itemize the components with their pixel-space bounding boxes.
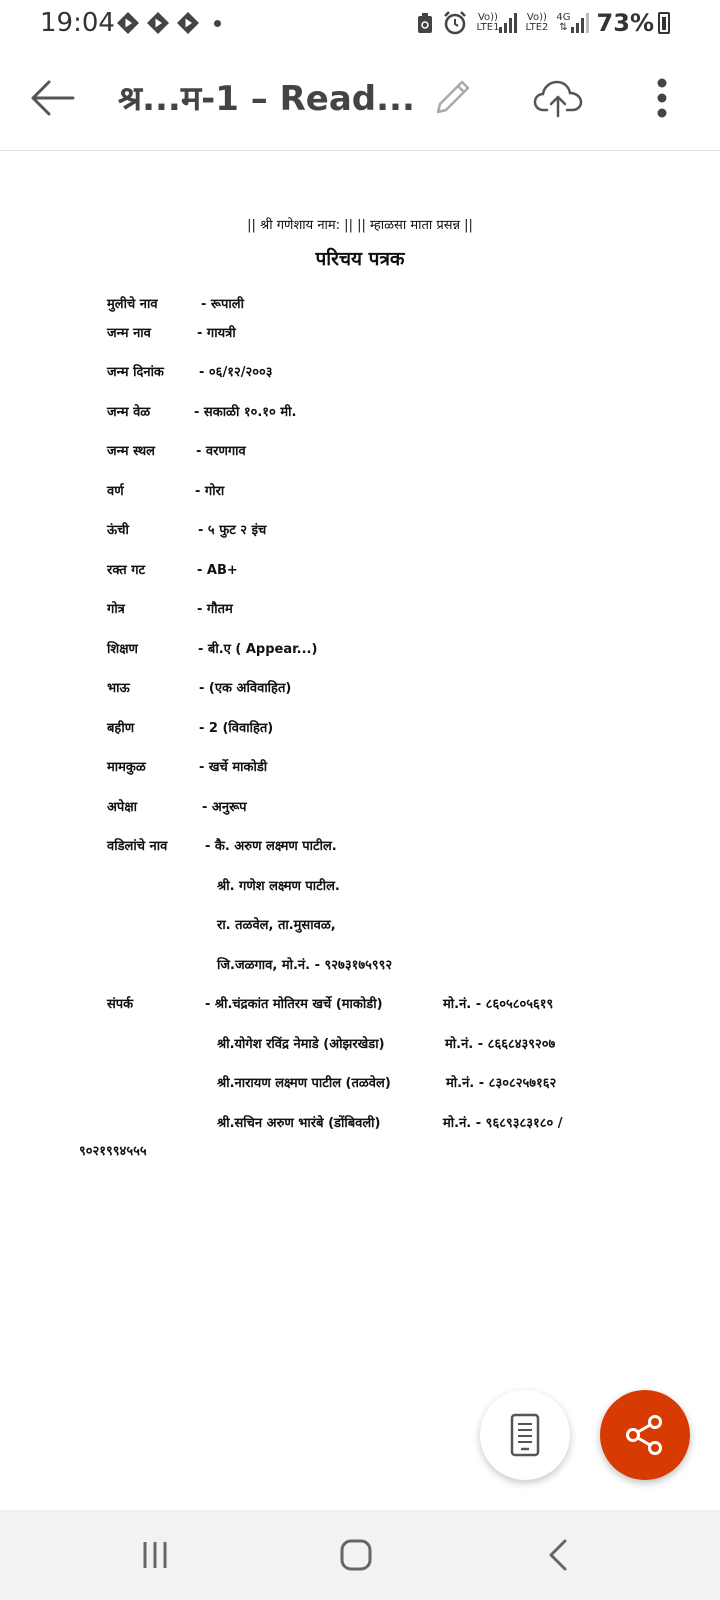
edit-button[interactable] xyxy=(424,72,480,124)
contact-phone: मो.नं. - ८६०५८०५६१९ xyxy=(443,997,554,1012)
field-value: - कै. अरुण लक्ष्मण पाटील. xyxy=(205,839,337,854)
field-label: रक्त गट xyxy=(107,563,146,578)
cloud-upload-icon xyxy=(533,78,583,118)
field-row xyxy=(107,797,247,815)
field-value: - (एक अविवाहित) xyxy=(199,681,292,696)
field-label: वर्ण xyxy=(107,484,124,499)
field-row xyxy=(107,481,224,499)
pencil-icon xyxy=(430,76,474,120)
field-row xyxy=(107,294,244,312)
reading-view-button[interactable] xyxy=(480,1390,570,1480)
field-value: - गौतम xyxy=(197,602,233,617)
sim1-signal: Vo)) LTE1 xyxy=(476,13,517,33)
field-label: भाऊ xyxy=(107,681,130,696)
battery-icon xyxy=(658,12,670,34)
signal-icon xyxy=(571,13,589,33)
share-icon xyxy=(623,1413,667,1457)
back-nav-button[interactable] xyxy=(528,1530,588,1580)
contact-phone: मो.नं. - ८३०८२५७१६२ xyxy=(446,1076,557,1091)
status-bar xyxy=(0,0,720,46)
field-row xyxy=(107,520,266,538)
chevron-left-icon xyxy=(547,1538,569,1572)
signal-icon xyxy=(499,13,517,33)
battery-percent: 73% xyxy=(596,9,654,37)
play-notification-icon xyxy=(176,11,200,35)
field-label: अपेक्षा xyxy=(107,800,138,815)
network1-label: LTE1 xyxy=(476,22,500,33)
status-right xyxy=(408,8,670,38)
play-notification-icon xyxy=(146,11,170,35)
phone-document-icon xyxy=(508,1413,542,1457)
play-notification-icon xyxy=(116,11,140,35)
contact-overflow-phone: ९०२१९९४५५५ xyxy=(79,1144,147,1159)
father-address-line: श्री. गणेश लक्ष्मण पाटील. xyxy=(217,879,340,894)
home-icon xyxy=(339,1538,373,1572)
document-title: श्र...म-1 – Read... xyxy=(118,79,415,119)
document-page[interactable] xyxy=(0,151,720,1510)
field-row xyxy=(107,362,273,380)
more-vertical-icon xyxy=(656,78,668,118)
document-heading: परिचय पत्रक xyxy=(315,248,405,270)
field-value: - AB+ xyxy=(197,563,238,578)
field-value: - खर्चे माकोडी xyxy=(199,760,268,775)
sim2-signal: Vo)) LTE2 xyxy=(525,12,549,33)
field-value: - ५ फुट २ इंच xyxy=(198,523,267,538)
alarm-icon xyxy=(442,10,468,36)
contact-name: श्री.सचिन अरुण भारंबे (डोंबिवली) xyxy=(217,1116,381,1131)
recent-apps-button[interactable] xyxy=(125,1530,185,1580)
arrow-left-icon xyxy=(29,80,75,116)
field-label: जन्म नाव xyxy=(107,326,151,341)
contact-name: श्री.नारायण लक्ष्मण पाटील (तळवेल) xyxy=(217,1076,391,1091)
contact-phone: मो.नं. - ९६८९३८३१८० / xyxy=(443,1116,563,1131)
field-value: - 2 (विवाहित) xyxy=(199,721,274,736)
field-value: - गोरा xyxy=(195,484,225,499)
field-value: - बी.ए ( Appear...) xyxy=(198,642,318,657)
contact-phone: मो.नं. - ८६६८४३९२०७ xyxy=(445,1037,556,1052)
contact-label: संपर्क xyxy=(107,997,134,1012)
app-bar xyxy=(0,46,720,151)
network-type-label: 4G xyxy=(556,12,571,23)
recycle-icon xyxy=(416,11,434,35)
recent-apps-icon xyxy=(140,1540,170,1570)
contact-name: - श्री.चंद्रकांत मोतिरम खर्चे (माकोडी) xyxy=(205,997,383,1012)
field-label: मामकुळ xyxy=(107,760,146,775)
field-row xyxy=(107,718,273,736)
field-value: - रूपाली xyxy=(201,297,244,312)
field-value: - अनुरूप xyxy=(202,800,247,815)
field-label: जन्म दिनांक xyxy=(107,365,164,380)
field-label: गोत्र xyxy=(107,602,125,617)
field-row xyxy=(107,836,337,854)
field-row xyxy=(107,441,246,459)
field-row xyxy=(107,757,267,775)
field-value: - सकाळी १०.१० मी. xyxy=(194,405,297,420)
system-nav-bar xyxy=(0,1510,720,1600)
contact-label-row xyxy=(107,994,133,1012)
document-header: || श्री गणेशाय नाम: || || म्हाळसा माता प्रसन्न || xyxy=(247,218,473,233)
home-button[interactable] xyxy=(326,1530,386,1580)
back-button[interactable] xyxy=(24,72,80,124)
contact-name: श्री.योगेश रविंद्र नेमाडे (ओझरखेडा) xyxy=(217,1037,385,1052)
field-label: ऊंची xyxy=(107,523,129,538)
field-row xyxy=(107,599,233,617)
field-label: जन्म वेळ xyxy=(107,405,151,420)
network-type: 4G ⇅ xyxy=(556,13,588,33)
share-button[interactable] xyxy=(600,1390,690,1480)
network2-label: LTE2 xyxy=(525,22,549,33)
more-notifications-dot xyxy=(214,20,221,27)
upload-button[interactable] xyxy=(528,72,588,124)
field-label: जन्म स्थल xyxy=(107,444,155,459)
field-row xyxy=(107,560,238,578)
field-label: बहीण xyxy=(107,721,135,736)
field-row xyxy=(107,639,317,657)
field-label: मुलीचे नाव xyxy=(107,297,158,312)
field-row xyxy=(107,402,296,420)
field-value: - वरणगाव xyxy=(196,444,246,459)
field-label: वडिलांचे नाव xyxy=(107,839,168,854)
status-time: 19:04 xyxy=(40,8,115,38)
field-row xyxy=(107,678,291,696)
field-label: शिक्षण xyxy=(107,642,138,657)
field-value: - ०६/१२/२००३ xyxy=(199,365,273,380)
field-value: - गायत्री xyxy=(197,326,236,341)
more-options-button[interactable] xyxy=(640,72,684,124)
father-address-line: जि.जळगाव, मो.नं. - ९२७३१७५९९२ xyxy=(217,958,393,973)
field-row xyxy=(107,323,236,341)
father-address-line: रा. तळवेल, ता.मुसावळ, xyxy=(217,918,336,933)
notification-icons xyxy=(116,10,221,36)
